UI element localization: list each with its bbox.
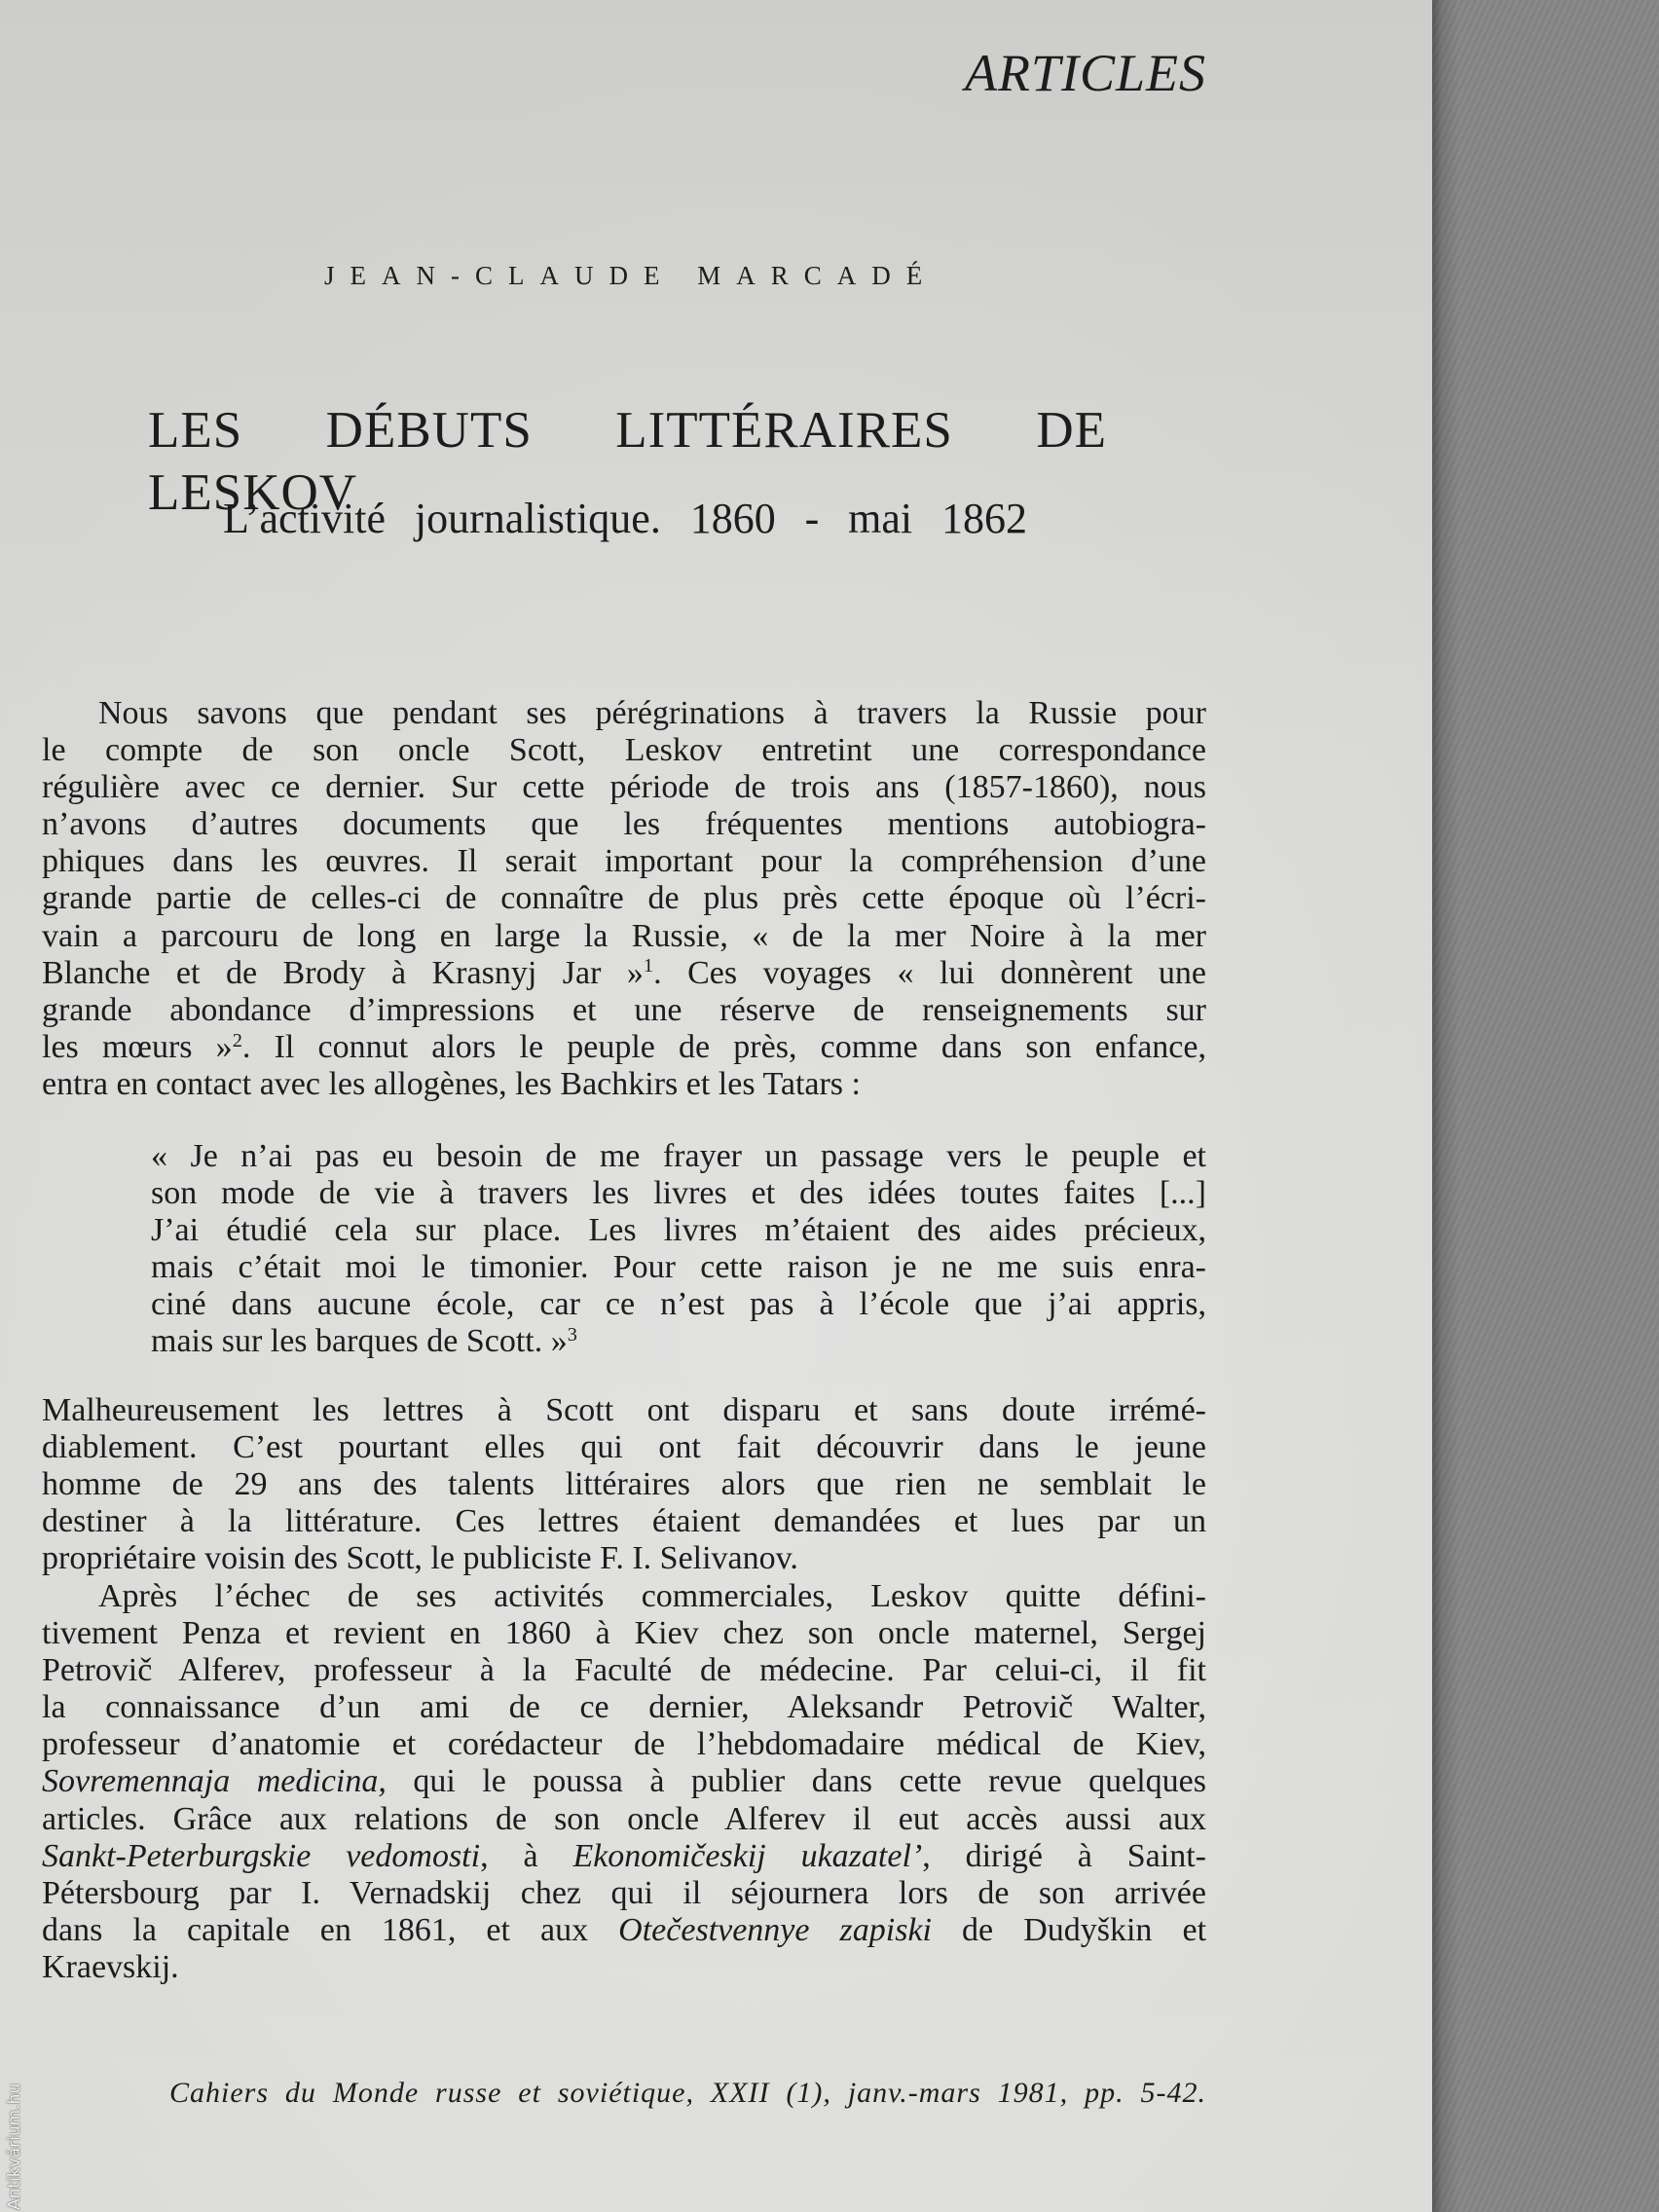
text-line: Après l’échec de ses activités commerciales, Leskov quitte défini- xyxy=(98,1578,1206,1614)
text-segment: mais sur les barques de Scott. » xyxy=(151,1323,568,1360)
text-line: ciné dans aucune école, car ce n’est pas à l’école que j’ai appris, xyxy=(151,1286,1206,1323)
article-subtitle: L’activité journalistique. 1860 - mai 1862 xyxy=(223,495,1027,542)
footnote-ref-3: 3 xyxy=(567,1324,577,1346)
text-line: grande abondance d’impressions et une réserve de renseignements sur xyxy=(42,991,1206,1028)
text-line: grande partie de celles-ci de connaître de plus près cette époque où l’écri- xyxy=(42,880,1206,917)
journal-title: Otečestvennye zapiski xyxy=(618,1911,932,1948)
text-line: la connaissance d’un ami de ce dernier, Aleksandr Petrovič Walter, xyxy=(42,1689,1206,1726)
text-line: Petrovič Alferev, professeur à la Faculté de médecine. Par celui-ci, il fit xyxy=(42,1652,1206,1689)
text-line: n’avons d’autres documents que les fréquentes mentions autobiogra- xyxy=(42,806,1206,843)
text-line: diablement. C’est pourtant elles qui ont fait découvrir dans le jeune xyxy=(42,1429,1206,1466)
text-line: phiques dans les œuvres. Il serait important pour la compréhension d’une xyxy=(42,843,1206,880)
text-line xyxy=(151,1323,1206,1360)
text-segment: . Ces voyages « lui donnèrent une xyxy=(653,954,1206,991)
page-edge-background xyxy=(1432,0,1659,2212)
text-line: propriétaire voisin des Scott, le publiciste F. I. Selivanov. xyxy=(42,1540,798,1577)
text-line: J’ai étudié cela sur place. Les livres m’étaient des aides précieux, xyxy=(151,1212,1206,1249)
journal-citation: Cahiers du Monde russe et soviétique, XXII (1), janv.-mars 1981, pp. 5-42. xyxy=(169,2077,1206,2109)
text-line xyxy=(42,1029,1206,1066)
paragraph-1 xyxy=(42,695,1206,1103)
footnote-ref-1: 1 xyxy=(643,955,654,977)
paragraph-3 xyxy=(42,1578,1206,1986)
text-segment: , dirigé à Saint- xyxy=(922,1837,1206,1874)
text-line: Nous savons que pendant ses pérégrinations à travers la Russie pour xyxy=(98,695,1206,731)
text-line: articles. Grâce aux relations de son oncle Alferev il eut accès aussi aux xyxy=(42,1800,1206,1837)
text-line: régulière avec ce dernier. Sur cette période de trois ans (1857-1860), nous xyxy=(42,769,1206,806)
text-line: Malheureusement les lettres à Scott ont disparu et sans doute irrémé- xyxy=(42,1392,1206,1428)
block-quotation xyxy=(151,1138,1206,1361)
article-author: JEAN-CLAUDE MARCADÉ xyxy=(324,261,939,290)
text-line: homme de 29 ans des talents littéraires alors que rien ne semblait le xyxy=(42,1466,1206,1503)
text-segment: les mœurs » xyxy=(42,1028,233,1065)
text-line: Pétersbourg par I. Vernadskij chez qui il séjournera lors de son arrivée xyxy=(42,1874,1206,1911)
footnote-ref-2: 2 xyxy=(232,1029,242,1051)
text-segment: de Dudyškin et xyxy=(932,1911,1207,1948)
text-segment: qui le poussa à publier dans cette revue quelques xyxy=(386,1763,1206,1800)
text-line: son mode de vie à travers les livres et des idées toutes faites [...] xyxy=(151,1175,1206,1212)
text-line: professeur d’anatomie et corédacteur de l’hebdomadaire médical de Kiev, xyxy=(42,1726,1206,1763)
text-line: tivement Penza et revient en 1860 à Kiev chez son oncle maternel, Sergej xyxy=(42,1615,1206,1652)
text-line xyxy=(42,1912,1206,1949)
text-line: « Je n’ai pas eu besoin de me frayer un passage vers le peuple et xyxy=(151,1138,1206,1174)
article-title: LES DÉBUTS LITTÉRAIRES DE LESKOV xyxy=(148,402,1107,521)
text-line: vain a parcouru de long en large la Russie, « de la mer Noire à la mer xyxy=(42,917,1206,954)
text-segment: , à xyxy=(480,1837,573,1874)
journal-title: Sankt-Peterburgskie vedomosti xyxy=(42,1837,481,1874)
paragraph-2 xyxy=(42,1392,1206,1577)
text-line: Kraevskij. xyxy=(42,1948,179,1985)
text-line: mais c’était moi le timonier. Pour cette raison je ne me suis enra- xyxy=(151,1249,1206,1286)
text-segment: dans la capitale en 1861, et aux xyxy=(42,1911,619,1948)
journal-title: Ekonomičeskij ukazatel’ xyxy=(572,1837,923,1874)
text-line xyxy=(42,1838,1206,1875)
section-label: ARTICLES xyxy=(964,44,1206,102)
text-segment: . Il connut alors le peuple de près, comme dans son enfance, xyxy=(241,1028,1206,1065)
text-line: entra en contact avec les allogènes, les Bachkirs et les Tatars : xyxy=(42,1065,861,1102)
watermark: Antikvárium.hu xyxy=(5,2083,24,2210)
text-line xyxy=(42,1763,1206,1800)
text-line: le compte de son oncle Scott, Leskov entretint une correspondance xyxy=(42,732,1206,769)
text-line xyxy=(42,955,1206,992)
text-line: destiner à la littérature. Ces lettres étaient demandées et lues par un xyxy=(42,1503,1206,1540)
journal-title: Sovremennaja medicina, xyxy=(42,1763,387,1800)
text-segment: Blanche et de Brody à Krasnyj Jar » xyxy=(42,954,644,991)
